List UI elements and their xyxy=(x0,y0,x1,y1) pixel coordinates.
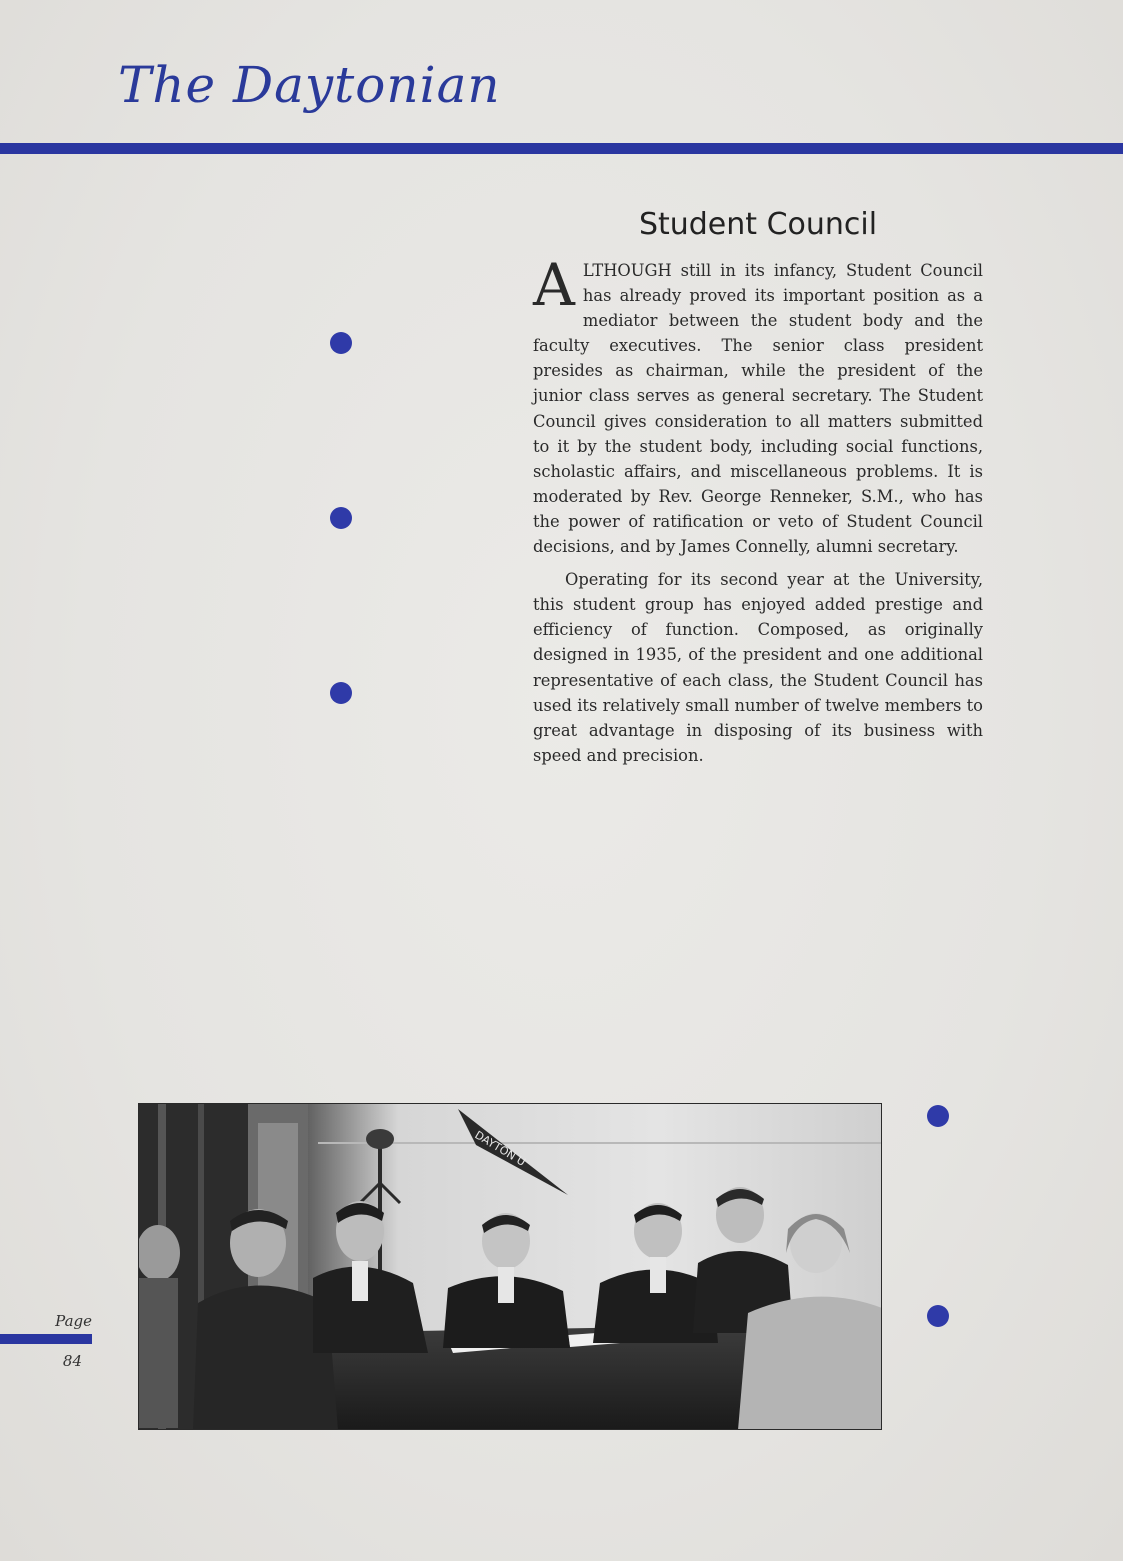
decorative-dot xyxy=(927,1305,949,1327)
paragraph-1 xyxy=(533,251,983,559)
page-label: Page xyxy=(55,1312,92,1330)
decorative-dot xyxy=(330,332,352,354)
pennant-text: DAYTON U xyxy=(472,1128,528,1169)
article-body xyxy=(533,251,983,768)
paragraph-2: Operating for its second year at the University, this student group has enjoyed added prestige and efficiency of function. Composed, as originally designed in 1935, of the president and one additional representative of each class, the Student Council has used its relatively small number of twelve members to great advantage in disposing of its business with speed and precision. xyxy=(533,570,983,765)
paragraph-1-text: LTHOUGH still in its infancy, Student Council has already proved its important position as a mediator between the student body and the faculty executives. The senior class president presides as chairman, while the president of the junior class serves as general secretary. The Student Council gives consideration to all matters submitted to it by the student body, including social functions, scholastic affairs, and miscellaneous problems. It is moderated by Rev. George Renneker, S.M., who has the power of ratification or veto of Student Council decisions, and by James Connelly, alumni secretary. xyxy=(533,261,983,557)
photo-illustration xyxy=(138,1103,882,1430)
decorative-dot xyxy=(330,507,352,529)
header-title: The Daytonian xyxy=(118,56,501,114)
decorative-dot xyxy=(330,682,352,704)
page-number: 84 xyxy=(62,1352,82,1370)
header-rule xyxy=(0,143,1123,154)
decorative-dot xyxy=(927,1105,949,1127)
section-title: Student Council xyxy=(638,207,878,242)
dropcap: A xyxy=(533,251,575,319)
page-rule xyxy=(0,1334,92,1344)
student-council-photo xyxy=(138,1103,882,1430)
